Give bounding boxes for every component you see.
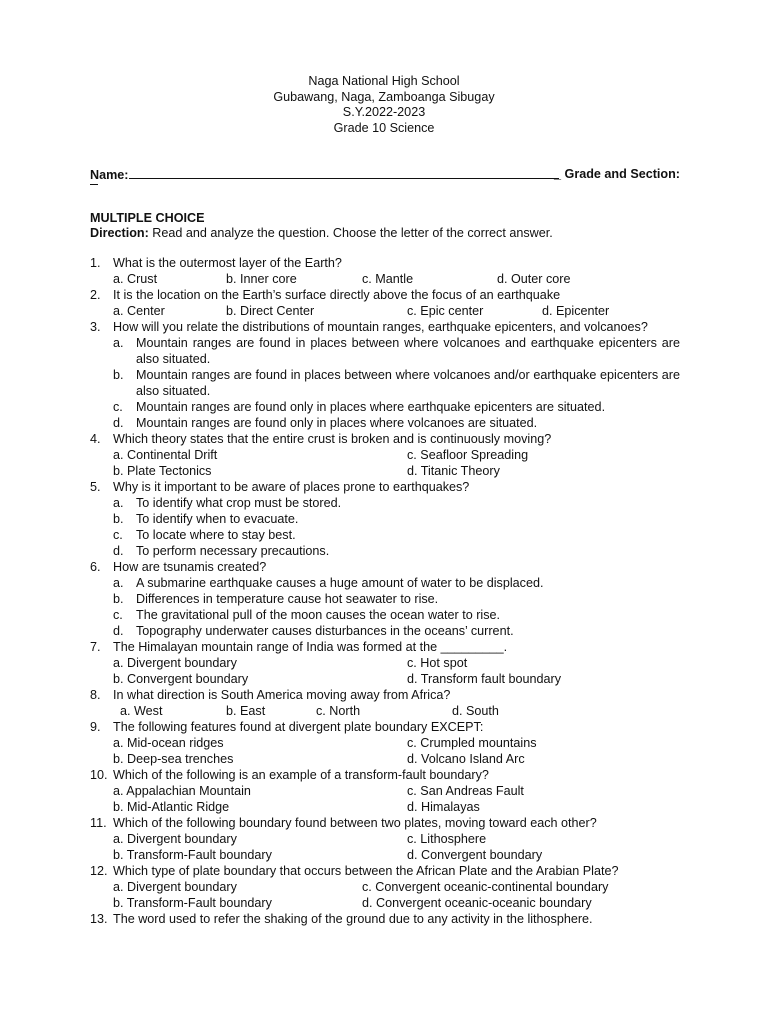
question-9 (90, 719, 680, 735)
grade-section-blank (90, 184, 98, 185)
school-address: Gubawang, Naga, Zamboanga Sibugay (273, 89, 495, 104)
question-number: 10. (90, 768, 108, 782)
direction-line (90, 225, 688, 241)
direction-text: Read and analyze the question. Choose the letter of the correct answer. (148, 226, 553, 240)
option-a: a. West (120, 704, 163, 718)
options-row (90, 303, 680, 319)
option-b: b. Plate Tectonics (113, 464, 212, 478)
question-text: Which of the following boundary found between two plates, moving toward each other? (113, 816, 597, 830)
question-text: The following features found at divergent plate boundary EXCEPT: (113, 720, 484, 734)
option-letter: c. (113, 608, 123, 622)
options-row (90, 735, 680, 751)
question-6 (90, 559, 680, 575)
option-letter: b. (113, 368, 124, 382)
option-d: d. Convergent oceanic-oceanic boundary (362, 896, 592, 910)
question-13 (90, 911, 680, 927)
question-text: It is the location on the Earth’s surface directly above the focus of an earthquake (113, 288, 561, 302)
option-d (113, 415, 680, 431)
question-number: 11. (90, 816, 107, 830)
option-c: c. San Andreas Fault (407, 784, 524, 798)
options-row (90, 895, 680, 911)
option-d (113, 623, 680, 639)
option-letter: a. (113, 336, 124, 350)
question-11 (90, 815, 680, 831)
option-b: b. Transform-Fault boundary (113, 848, 272, 862)
name-grade-row (90, 166, 680, 183)
question-number: 2. (90, 288, 101, 302)
name-blank (129, 166, 559, 179)
grade-section-label: _ Grade and Section: (554, 167, 680, 181)
question-number: 13. (90, 912, 108, 926)
name-label: Name: (90, 168, 129, 182)
question-text: Why is it important to be aware of places prone to earthquakes? (113, 480, 470, 494)
options-row (90, 799, 680, 815)
option-c: c. Seafloor Spreading (407, 448, 529, 462)
direction-label: Direction: (90, 226, 149, 240)
question-number: 7. (90, 640, 101, 654)
question-2 (90, 287, 680, 303)
option-text: The gravitational pull of the moon causes the ocean water to rise. (136, 608, 501, 622)
question-text: How will you relate the distributions of mountain ranges, earthquake epicenters, and volcanoes? (113, 320, 648, 334)
option-d: d. South (452, 704, 499, 718)
question-list (90, 255, 680, 927)
option-d: d. Transform fault boundary (407, 672, 562, 686)
question-text: In what direction is South America moving away from Africa? (113, 688, 451, 702)
option-a: a. Divergent boundary (113, 880, 237, 894)
options-row (90, 447, 680, 463)
options-row (90, 831, 680, 847)
option-d: d. Himalayas (407, 800, 480, 814)
question-number: 3. (90, 320, 101, 334)
option-letter: b. (113, 592, 124, 606)
document-header (0, 73, 768, 135)
option-text: Mountain ranges are found only in places where volcanoes are situated. (136, 416, 538, 430)
option-a: a. Appalachian Mountain (113, 784, 251, 798)
section-title: MULTIPLE CHOICE (90, 211, 205, 225)
question-text: The word used to refer the shaking of the ground due to any activity in the lithosphere. (113, 912, 593, 926)
option-letter: c. (113, 400, 123, 414)
option-text: To locate where to stay best. (136, 528, 296, 542)
question-4 (90, 431, 680, 447)
option-c (113, 399, 680, 415)
question-text: What is the outermost layer of the Earth? (113, 256, 342, 270)
option-c: c. Mantle (362, 272, 414, 286)
option-c: c. North (316, 704, 361, 718)
question-text: How are tsunamis created? (113, 560, 267, 574)
option-d: d. Titanic Theory (407, 464, 500, 478)
option-b: b. East (226, 704, 266, 718)
option-c: c. Lithosphere (407, 832, 487, 846)
question-number: 9. (90, 720, 101, 734)
question-7 (90, 639, 680, 655)
question-1 (90, 255, 680, 271)
option-a (113, 495, 680, 511)
subject-title: Grade 10 Science (333, 120, 435, 135)
option-b: b. Direct Center (226, 304, 315, 318)
option-text: Topography underwater causes disturbances in the oceans’ current. (136, 624, 514, 638)
question-10 (90, 767, 680, 783)
option-b: b. Convergent boundary (113, 672, 249, 686)
option-letter: a. (113, 496, 124, 510)
question-number: 6. (90, 560, 101, 574)
option-text: A submarine earthquake causes a huge amount of water to be displaced. (136, 576, 544, 590)
option-c (113, 527, 680, 543)
option-a (113, 335, 680, 367)
option-text: Mountain ranges are found in places between where volcanoes and/or earthquake epicenters are also situated. (136, 368, 680, 398)
options-row (90, 655, 680, 671)
option-a: a. Continental Drift (113, 448, 218, 462)
question-text: The Himalayan mountain range of India was formed at the _________. (113, 640, 508, 654)
option-letter: a. (113, 576, 124, 590)
option-d: d. Outer core (497, 272, 571, 286)
option-c: c. Convergent oceanic-continental boundary (362, 880, 609, 894)
option-text: To identify when to evacuate. (136, 512, 299, 526)
option-letter: b. (113, 512, 124, 526)
school-year: S.Y.2022-2023 (342, 105, 426, 119)
question-number: 4. (90, 432, 101, 446)
option-letter: d. (113, 624, 124, 638)
option-d: d. Epicenter (542, 304, 610, 318)
option-b: b. Mid-Atlantic Ridge (113, 800, 230, 814)
question-3 (90, 319, 680, 335)
option-a: a. Center (113, 304, 165, 318)
question-number: 8. (90, 688, 101, 702)
options-row (90, 703, 680, 719)
option-text: To perform necessary precautions. (136, 544, 330, 558)
option-c: c. Epic center (407, 304, 484, 318)
question-number: 5. (90, 480, 101, 494)
option-text: Mountain ranges are found in places between where volcanoes and earthquake epicenters are also situated. (136, 336, 680, 366)
option-a: a. Divergent boundary (113, 656, 237, 670)
option-b: b. Inner core (226, 272, 297, 286)
option-d (113, 543, 680, 559)
options-list (90, 335, 680, 431)
question-8 (90, 687, 680, 703)
option-letter: c. (113, 528, 123, 542)
option-c: c. Crumpled mountains (407, 736, 537, 750)
options-row (90, 847, 680, 863)
option-b (113, 591, 680, 607)
option-b: b. Deep-sea trenches (113, 752, 234, 766)
question-number: 12. (90, 864, 108, 878)
option-c (113, 607, 680, 623)
option-d: d. Convergent boundary (407, 848, 543, 862)
option-text: Differences in temperature cause hot seawater to rise. (136, 592, 439, 606)
question-text: Which type of plate boundary that occurs between the African Plate and the Arabian Plate? (113, 864, 619, 878)
option-a: a. Divergent boundary (113, 832, 237, 846)
option-b: b. Transform-Fault boundary (113, 896, 272, 910)
option-b (113, 511, 680, 527)
option-c: c. Hot spot (407, 656, 468, 670)
question-5 (90, 479, 680, 495)
option-letter: d. (113, 544, 124, 558)
options-row (90, 463, 680, 479)
school-name: Naga National High School (308, 74, 460, 88)
question-12 (90, 863, 680, 879)
question-text: Which of the following is an example of a transform-fault boundary? (113, 768, 489, 782)
option-a: a. Mid-ocean ridges (113, 736, 224, 750)
question-text: Which theory states that the entire crust is broken and is continuously moving? (113, 432, 552, 446)
options-row (90, 271, 680, 287)
option-d: d. Volcano Island Arc (407, 752, 525, 766)
options-row (90, 783, 680, 799)
option-b (113, 367, 680, 399)
options-row (90, 671, 680, 687)
options-row (90, 879, 680, 895)
option-text: To identify what crop must be stored. (136, 496, 342, 510)
option-letter: d. (113, 416, 124, 430)
option-a (113, 575, 680, 591)
question-number: 1. (90, 256, 101, 270)
options-row (90, 751, 680, 767)
options-list (90, 495, 680, 559)
option-a: a. Crust (113, 272, 158, 286)
options-list (90, 575, 680, 639)
option-text: Mountain ranges are found only in places where earthquake epicenters are situated. (136, 400, 606, 414)
